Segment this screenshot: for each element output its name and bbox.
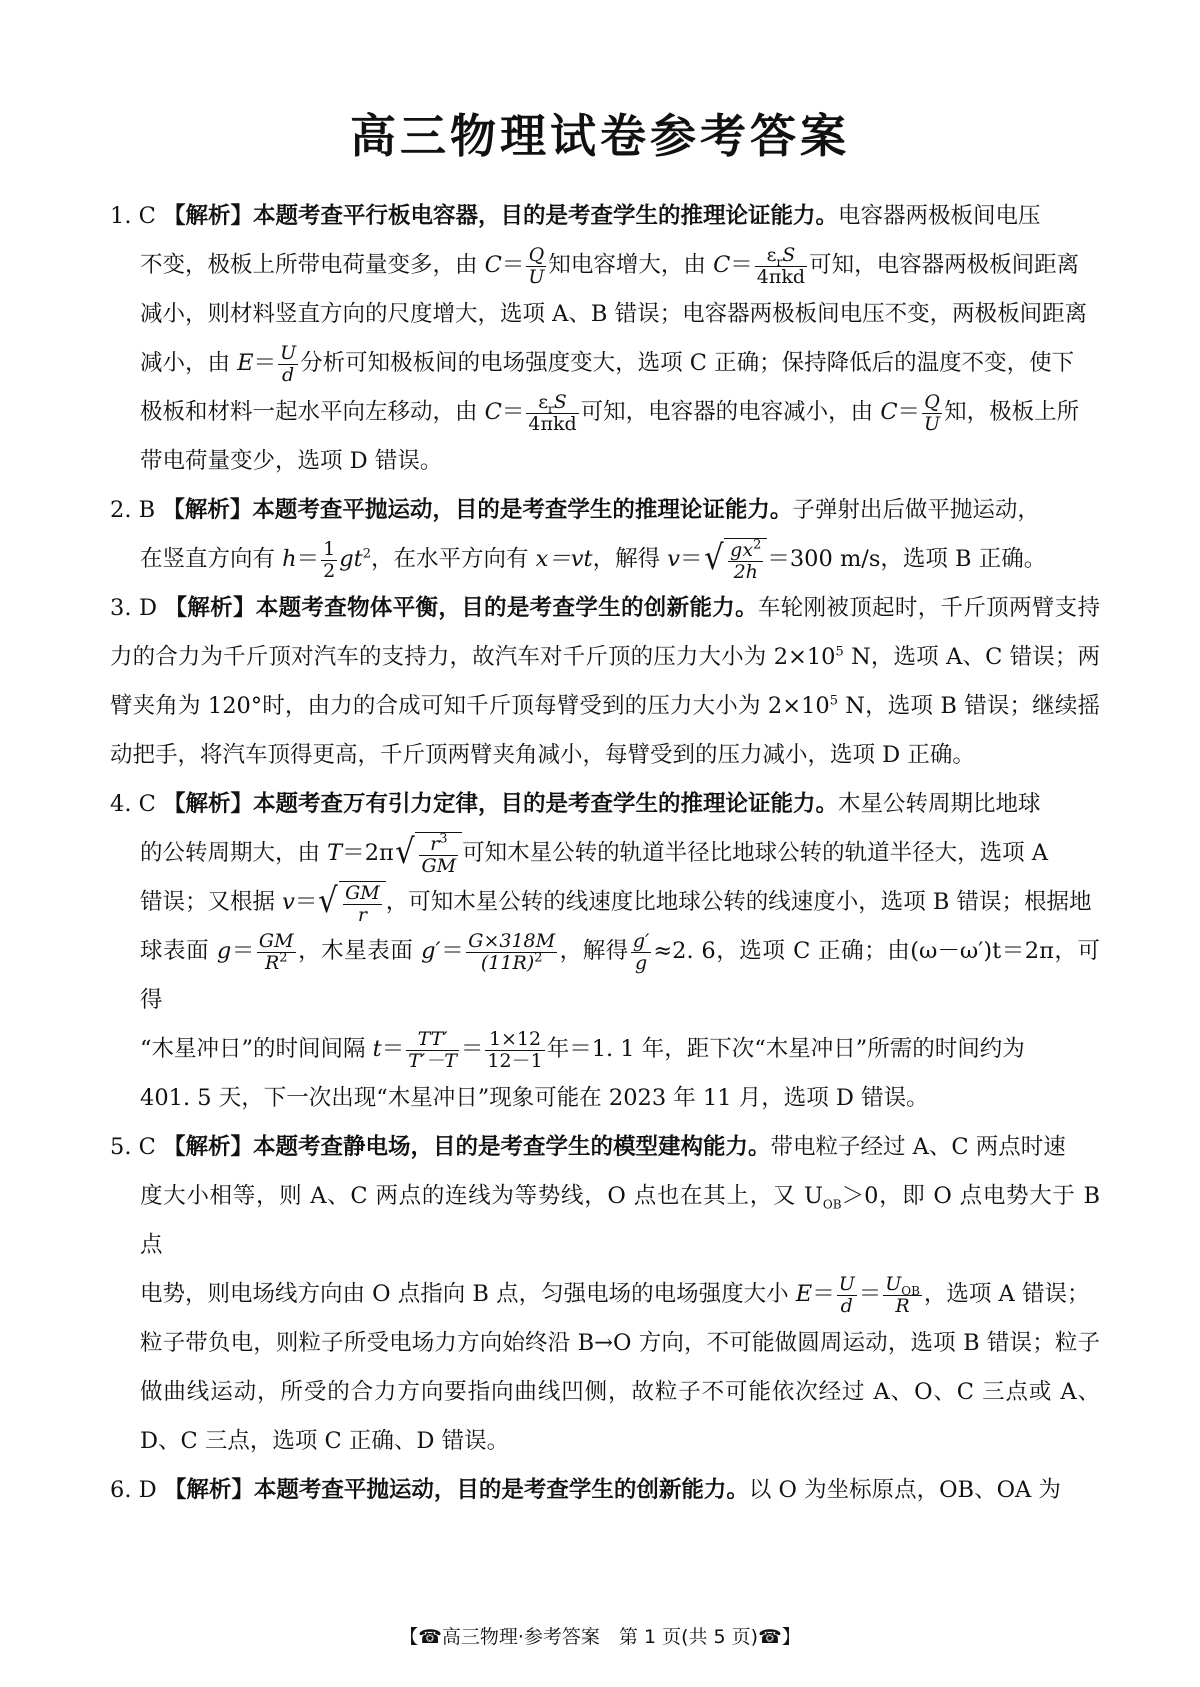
answer-number: 5. C [110,1134,156,1160]
fraction: $\frac{U}{d}$ [280,341,297,386]
answer-number: 2. B [110,497,156,523]
analysis-heading: 【解析】本题考查平抛运动，目的是考查学生的推理论证能力。 [162,497,793,523]
analysis-heading: 【解析】本题考查万有引力定律，目的是考查学生的推理论证能力。 [163,791,839,817]
page-footer: 【☎高三物理·参考答案 第 1 页(共 5 页)☎】 [399,1626,801,1648]
answer-item-3: 3. D 【解析】本题考查物体平衡，目的是考查学生的创新能力。车轮刚被顶起时，千斤顶两臂支持力的合力为千斤顶对汽车的支持力，故汽车对千斤顶的压力大小为 $2\times 10^5$ N，选项 A、C 错误；两臂夹角为 120°时，由力的合成可知千斤顶每臂受到的压力大小为 $2\times 10^5$ N，选项 B 错误；继续摇动把手，将汽车顶得更高，千斤顶两臂夹角减小，每臂受到的压力减小，选项 D 正确。 [110,595,1101,768]
fraction: $\frac{Q}{U}$ [528,243,545,288]
page-title: 高三物理试卷参考答案 [350,109,850,163]
fraction: $\frac{G\times 318M}{(11R)^2}$ [468,929,556,974]
fraction: $\frac{Q}{U}$ [924,390,941,435]
fraction: $\frac{U}{d}$ [838,1272,855,1317]
fraction: $\frac{1}{2}$ [323,537,336,582]
analysis-heading: 【解析】本题考查平行板电容器，目的是考查学生的推理论证能力。 [163,203,839,229]
answer-number: 4. C [110,791,156,817]
answer-body: 1. C 【解析】本题考查平行板电容器，目的是考查学生的推理论证能力。电容器两极板间电压 不变，极板上所带电荷量变多，由 C＝ $\frac{Q}{U}$ 知电容增大，由 C＝ $\frac{\varepsilon_rS}{\text{4πkd}}$ 可知，电容器两极板间距离 减小，则材料竖直方向的尺度增大，选项 A、B 错误；电容器两极板间电压不变，两极板间距离 减小，由 E＝ $\frac{U}{d}$ 分析可知极板间的电场强度变大，选项 C 正确；保持降低后的温度不变，使下 极板和材料一起水平向左移动，由 C＝ $\frac{\varepsilon_rS}{\text{4πkd}}$ 可知，电容器的电容减小，由 C＝ $\frac{Q}{U}$ 知，极板上所 带电荷量变少，选项 D 错误。 2. B 【解析】本题考查平抛运动，目的是考查学生的推理论证能力。子弹射出后做平抛运动， 在竖直方向有 h＝ $\frac{1}{2}$ $gt^2$，在水平方向有 x＝vt，解得 v＝ √ $\frac{gx^2}{2h}$ ＝300 m/s，选项 B 正确。 3. D 【解析】本题考查物体平衡，目的是考查学生的创新能力。车轮刚被顶起时，千斤顶两臂支持力的合力为千斤顶对汽车的支持力，故汽车对千斤顶的压力大小为 $2\times 10^5$ N，选项 A、C 错误；两臂夹角为 120°时，由力的合成可知千斤顶每臂受到的压力大小为 $2\times 10^5$ N，选项 B 错误；继续摇动把手，将汽车顶得更高，千斤顶两臂夹角减小，每臂受到的压力减小，选项 D 正确。 4. C 【解析】本题考查万有引力定律，目的是考查学生的推理论证能力。木星公转周期比地球 的公转周期大，由 T＝2π √ $\frac{r^3}{GM}$ 可知木星公转的轨道半径比地球公转的轨道半径大，选项 A 错误；又根据 v＝ √ $\frac{GM}{r}$ ，可知木星公转的线速度比地球公转的线速度小，选项 B 错误；根据地 球表面 g＝ $\frac{GM}{R^2}$ ，木星表面 g′＝ $\frac{G\times 318M}{(11R)^2}$ ，解得 $\frac{g'}{g}$ ≈2. 6，选项 C 正确；由(ω－ω′)t＝2π，可得 “木星冲日”的时间间隔 t＝ $\frac{TT'}{T'-T}$ ＝ $\frac{1\times 12}{12-1}$ 年＝1. 1 年，距下次“木星冲日”所需的时间约为 401. 5 天，下一次出现“木星冲日”现象可能在 2023 年 11 月，选项 D 错误。 5. C 【解析】本题考查静电场，目的是考查学生的模型建构能力。带电粒子经过 A、C 两点时速 度大小相等，则 A、C 两点的连线为等势线，O 点也在其上，又 $U_{OB}>0$，即 O 点电势大于 B 点 电势，则电场线方向由 O 点指向 B 点，匀强电场的电场强度大小 E＝ $\frac{U}{d}$ ＝ $\frac{U_{OB}}{R}$ ，选项 A 错误； 粒子带负电，则粒子所受电场力方向始终沿 B→O 方向，不可能做圆周运动，选项 B 错误；粒子做曲线运动，所受的合力方向要指向曲线凹侧，故粒子不可能依次经过 A、O、C 三点或 A、D、C 三点，选项 C 正确、D 错误。 6. D 【解析】本题考查平抛运动，目的是考查学生的创新能力。以 O 为坐标原点，OB、OA 为 [110,192,1100,1515]
answer-item-2: 2. B 【解析】本题考查平抛运动，目的是考查学生的推理论证能力。子弹射出后做平抛运动， [110,497,1040,523]
answer-number: 1. C [110,203,156,229]
fraction: $\frac{\varepsilon_rS}{\text{4πkd}}$ [528,390,577,435]
fraction: $\frac{g'}{g}$ [632,929,650,974]
answer-item-4: 4. C 【解析】本题考查万有引力定律，目的是考查学生的推理论证能力。木星公转周期比地球 [110,791,1041,817]
fraction: $\frac{U_{OB}}{R}$ [885,1272,920,1317]
answer-item-1: 1. C 【解析】本题考查平行板电容器，目的是考查学生的推理论证能力。电容器两极板间电压 [110,203,1041,229]
fraction: $\frac{TT'}{T'-T}$ [408,1027,457,1072]
square-root: √ $\frac{r^3}{GM}$ [394,832,462,877]
answer-number: 3. D [110,595,157,621]
answer-item-5: 5. C 【解析】本题考查静电场，目的是考查学生的模型建构能力。带电粒子经过 A、C 两点时速 [110,1134,1066,1160]
analysis-heading: 【解析】本题考查静电场，目的是考查学生的模型建构能力。 [163,1134,771,1160]
answer-number: 6. D [110,1477,157,1503]
fraction: $\frac{GM}{R^2}$ [258,929,294,974]
fraction: $\frac{1\times 12}{12-1}$ [487,1027,543,1072]
square-root: √ $\frac{GM}{r}$ [317,881,385,926]
fraction: $\frac{\varepsilon_rS}{\text{4πkd}}$ [756,243,806,288]
analysis-heading: 【解析】本题考查物体平衡，目的是考查学生的创新能力。 [164,595,758,621]
answer-item-6: 6. D 【解析】本题考查平抛运动，目的是考查学生的创新能力。以 O 为坐标原点，OB、OA 为 [110,1477,1061,1503]
square-root: √ $\frac{gx^2}{2h}$ [703,538,768,583]
analysis-heading: 【解析】本题考查平抛运动，目的是考查学生的创新能力。 [163,1477,749,1503]
